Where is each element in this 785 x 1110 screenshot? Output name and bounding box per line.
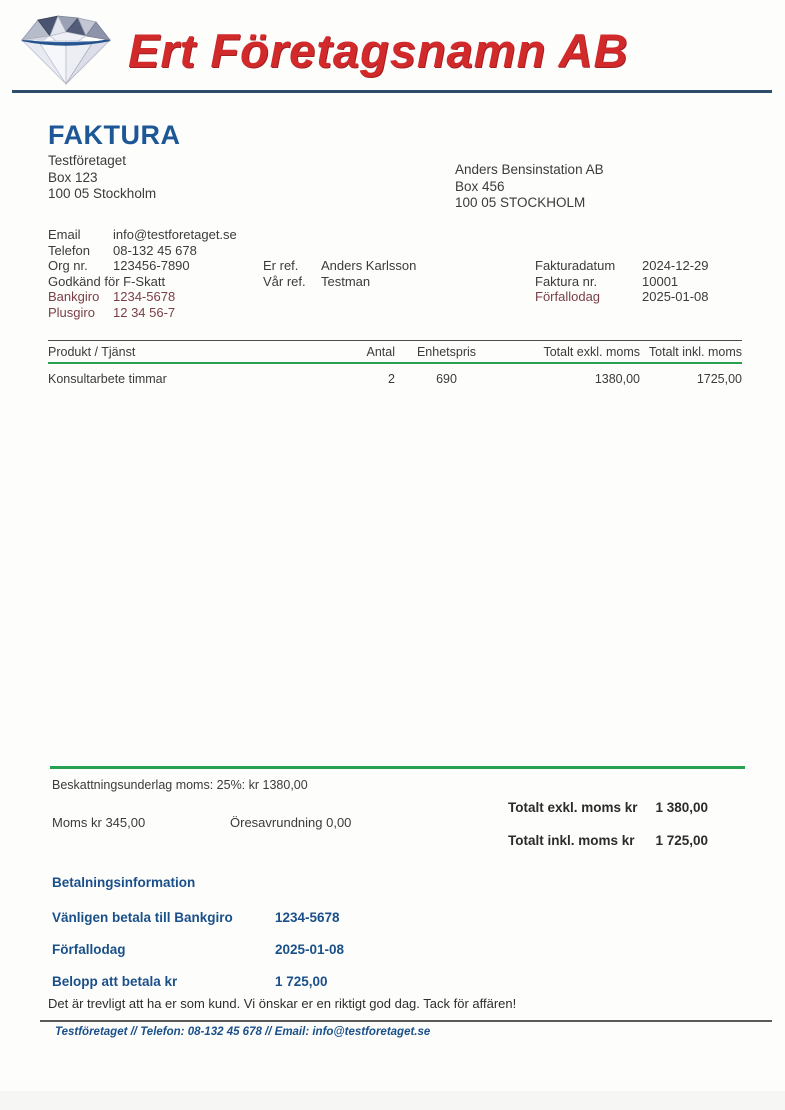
payment-bankgiro-label: Vänligen betala till Bankgiro: [52, 910, 233, 925]
col-header-total-excl: Totalt exkl. moms: [543, 345, 640, 359]
cell-total-incl: 1725,00: [696, 372, 742, 386]
scan-edge-band: [0, 1091, 785, 1110]
orgnr-label: Org nr.: [48, 258, 88, 273]
total-excl-label: Totalt exkl. moms kr: [508, 800, 638, 815]
cell-quantity: 2: [388, 372, 395, 386]
references-block: [263, 258, 416, 289]
rounding-line: Öresavrundning 0,00: [230, 815, 352, 830]
total-excl-row: [508, 800, 708, 815]
recipient-name: Anders Bensinstation AB: [455, 162, 604, 177]
payment-due-value: 2025-01-08: [275, 942, 345, 957]
invoice-meta-block: [535, 258, 709, 305]
col-header-total-incl: Totalt inkl. moms: [648, 345, 742, 359]
recipient-box: Box 456: [455, 178, 505, 194]
sender-name: Testföretaget: [48, 153, 127, 168]
invoice-title: FAKTURA: [48, 120, 181, 150]
cell-total-excl: 1380,00: [594, 372, 640, 386]
email-row: [48, 227, 748, 243]
invoice-date-value: 2024-12-29: [642, 258, 709, 273]
phone-row: [48, 243, 748, 259]
phone-value: 08-132 45 678: [113, 242, 197, 258]
due-date-row: [535, 289, 709, 305]
payment-due-label: Förfallodag: [52, 942, 126, 957]
invoice-number-row: [535, 274, 709, 290]
payment-amount-value: 1 725,00: [275, 974, 328, 989]
total-incl-row: [508, 833, 708, 848]
var-ref-value: Testman: [321, 273, 371, 289]
bankgiro-value: 1234-5678: [113, 289, 176, 304]
contact-info-zone: [48, 227, 748, 320]
vat-amount-line: Moms kr 345,00: [52, 815, 146, 830]
recipient-city: 100 05 STOCKHOLM: [455, 195, 586, 210]
sender-address: [48, 153, 156, 203]
header-divider: [12, 90, 772, 93]
items-table: [48, 340, 742, 386]
footer-contact-line: Testföretaget // Telefon: 08-132 45 678 // Email: info@testforetaget.se: [55, 1026, 431, 1038]
er-ref-value: Anders Karlsson: [321, 258, 417, 273]
due-date-label: Förfallodag: [535, 289, 601, 304]
plusgiro-label: Plusgiro: [48, 304, 95, 320]
payment-bankgiro-row: [52, 910, 552, 925]
phone-label: Telefon: [48, 242, 90, 258]
plusgiro-value: 12 34 56-7: [113, 304, 176, 320]
diamond-logo-icon: [14, 10, 118, 88]
invoice-number-label: Faktura nr.: [535, 273, 598, 289]
total-incl-label: Totalt inkl. moms kr: [508, 833, 635, 848]
var-ref-row: [263, 274, 416, 290]
payment-info-title: Betalningsinformation: [52, 875, 196, 890]
col-header-product: Produkt / Tjänst: [48, 345, 136, 359]
cell-product: Konsultarbete timmar: [48, 372, 167, 386]
sender-city: 100 05 Stockholm: [48, 186, 157, 201]
payment-amount-label: Belopp att betala kr: [52, 974, 178, 989]
er-ref-row: [263, 258, 416, 274]
total-excl-value: 1 380,00: [655, 800, 708, 815]
email-value: info@testforetaget.se: [113, 227, 237, 242]
table-row: [48, 364, 742, 386]
totals-divider: [50, 766, 745, 769]
plusgiro-row: [48, 305, 748, 321]
cell-unit-price: 690: [436, 372, 457, 386]
tax-base-line: Beskattningsunderlag moms: 25%: kr 1380,00: [52, 778, 308, 792]
payment-amount-row: [52, 974, 552, 989]
col-header-quantity: Antal: [366, 345, 395, 359]
invoice-date-label: Fakturadatum: [535, 258, 616, 273]
fskatt-row: Godkänd för F-Skatt: [48, 273, 166, 289]
due-date-value: 2025-01-08: [642, 289, 709, 304]
invoice-number-value: 10001: [642, 273, 679, 289]
var-ref-label: Vår ref.: [263, 273, 306, 289]
recipient-address: [455, 162, 604, 212]
closing-message: Det är trevligt att ha er som kund. Vi önskar er en riktigt god dag. Tack för affären!: [48, 996, 517, 1011]
payment-due-row: [52, 942, 552, 957]
total-incl-value: 1 725,00: [655, 833, 708, 848]
col-header-unit-price: Enhetspris: [416, 345, 477, 359]
invoice-date-row: [535, 258, 709, 274]
sender-box: Box 123: [48, 169, 98, 185]
bankgiro-label: Bankgiro: [48, 289, 100, 304]
payment-bankgiro-value: 1234-5678: [275, 910, 340, 925]
footer-divider: [40, 1020, 772, 1022]
er-ref-label: Er ref.: [263, 258, 299, 273]
company-name: Ert Företagsnamn AB: [128, 23, 629, 77]
orgnr-value: 123456-7890: [113, 258, 190, 273]
items-table-header: [48, 340, 742, 364]
payment-info-section: [52, 875, 552, 1006]
email-label: Email: [48, 227, 81, 242]
